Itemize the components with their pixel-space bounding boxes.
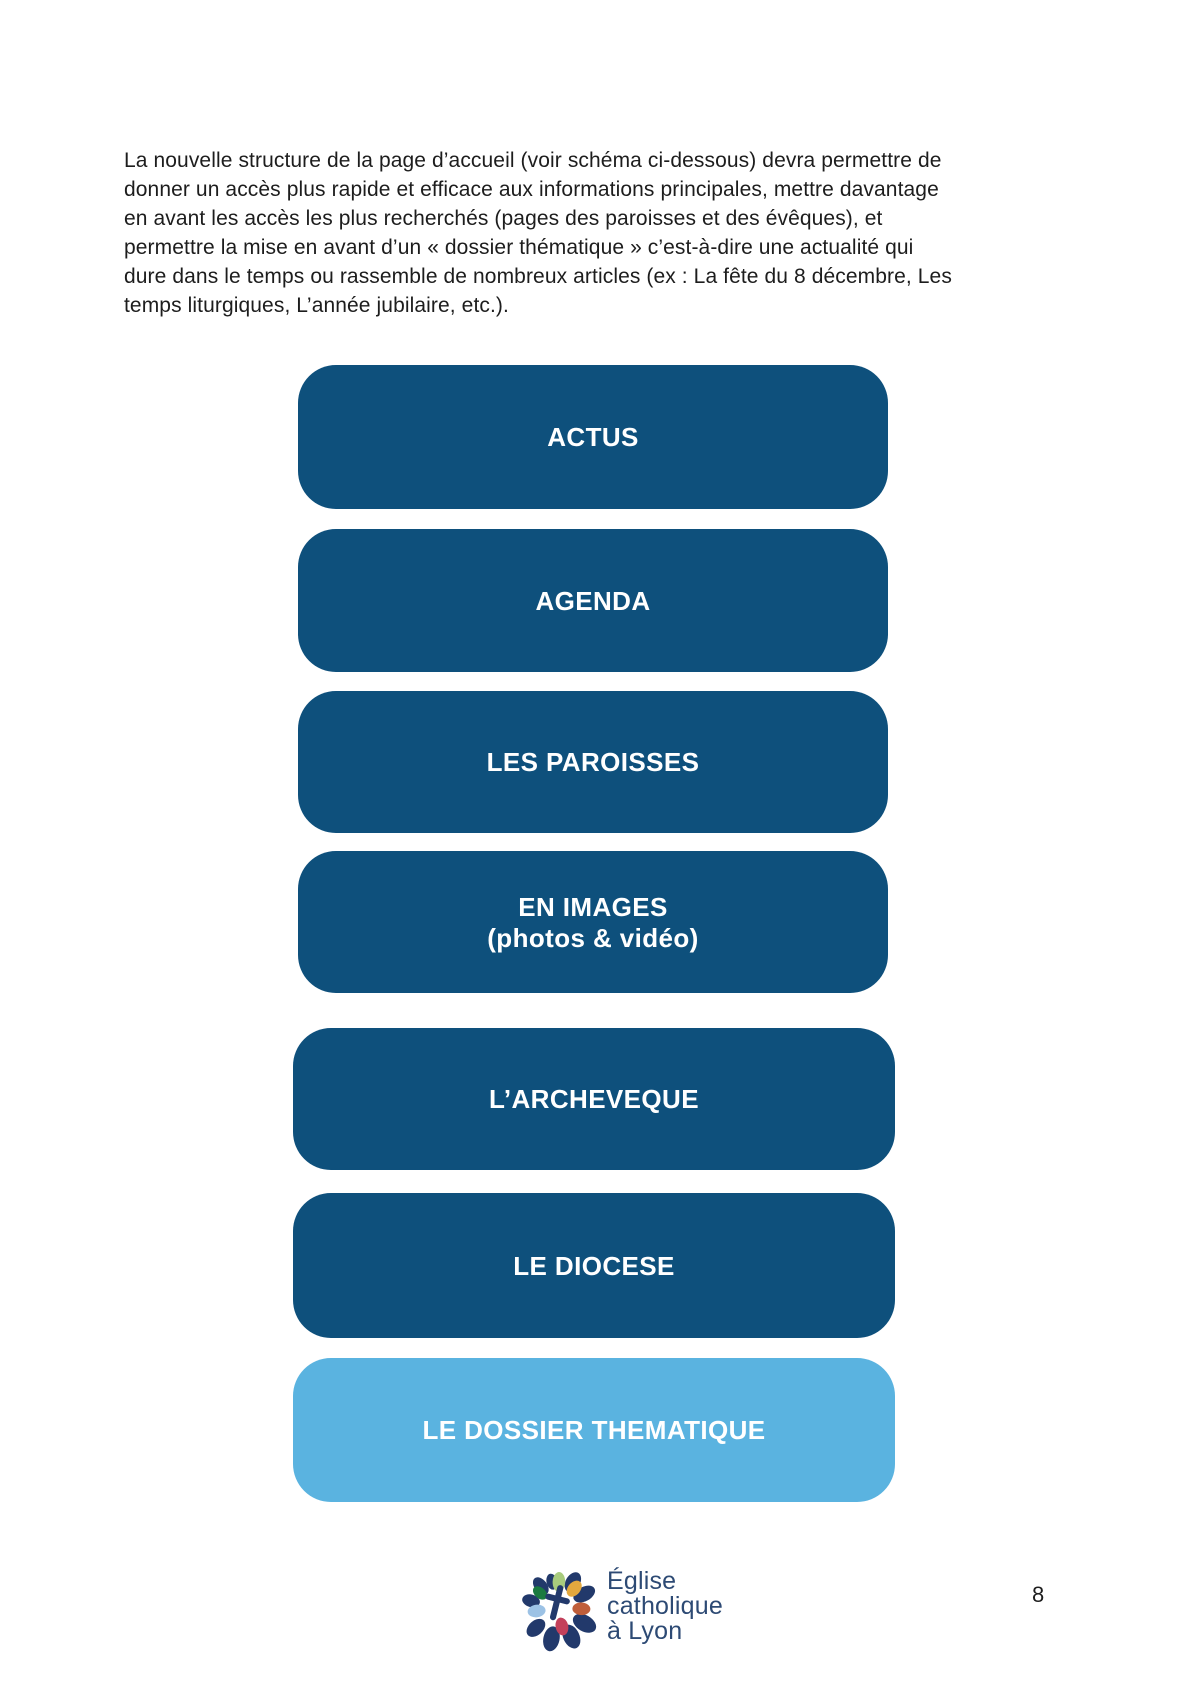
- diagram-button-en-images: [298, 851, 888, 993]
- diagram-button-label: LES PAROISSES: [486, 747, 700, 777]
- paragraph-line: en avant les accès les plus recherchés (pages des paroisses et des évêques), et: [124, 207, 883, 230]
- diagram-button-label: AGENDA: [535, 585, 651, 616]
- petals-cross-logo-icon: [513, 1563, 603, 1653]
- logo-text-line: catholique: [607, 1592, 723, 1620]
- paragraph-line: permettre la mise en avant d’un « dossier thématique » c’est-à-dire une actualité qui: [124, 236, 914, 259]
- diagram-button-actus: [298, 365, 888, 509]
- diagram-button-label: LE DOSSIER THEMATIQUE: [422, 1415, 766, 1445]
- diagram-button-dossier-thematique: [293, 1358, 895, 1502]
- diagram-button-archeveque: [293, 1028, 895, 1170]
- logo-text-line: à Lyon: [607, 1617, 683, 1645]
- logo-text-line: Église: [607, 1567, 677, 1595]
- diagram-button-diocese: [293, 1193, 895, 1338]
- paragraph-line: temps liturgiques, L’année jubilaire, etc.).: [124, 294, 509, 317]
- page-number: 8: [1032, 1582, 1045, 1607]
- diagram-button-label: LE DIOCESE: [513, 1250, 675, 1281]
- diocese-logo-text: [607, 1569, 723, 1644]
- paragraph-line: donner un accès plus rapide et efficace aux informations principales, mettre davantage: [124, 178, 939, 201]
- diagram-button-label: EN IMAGES: [518, 891, 668, 922]
- diagram-button-label: L’ARCHEVEQUE: [489, 1084, 699, 1114]
- diagram-button-agenda: [298, 529, 888, 672]
- intro-paragraph: [124, 146, 952, 320]
- diagram-button-les-paroisses: [298, 691, 888, 833]
- diagram-button-sublabel: (photos & vidéo): [487, 922, 699, 953]
- paragraph-line: La nouvelle structure de la page d’accueil (voir schéma ci-dessous) devra permettre de: [124, 149, 942, 172]
- diagram-button-label: ACTUS: [547, 422, 639, 452]
- paragraph-line: dure dans le temps ou rassemble de nombreux articles (ex : La fête du 8 décembre, Les: [124, 265, 952, 288]
- diocese-logo: [513, 1563, 603, 1653]
